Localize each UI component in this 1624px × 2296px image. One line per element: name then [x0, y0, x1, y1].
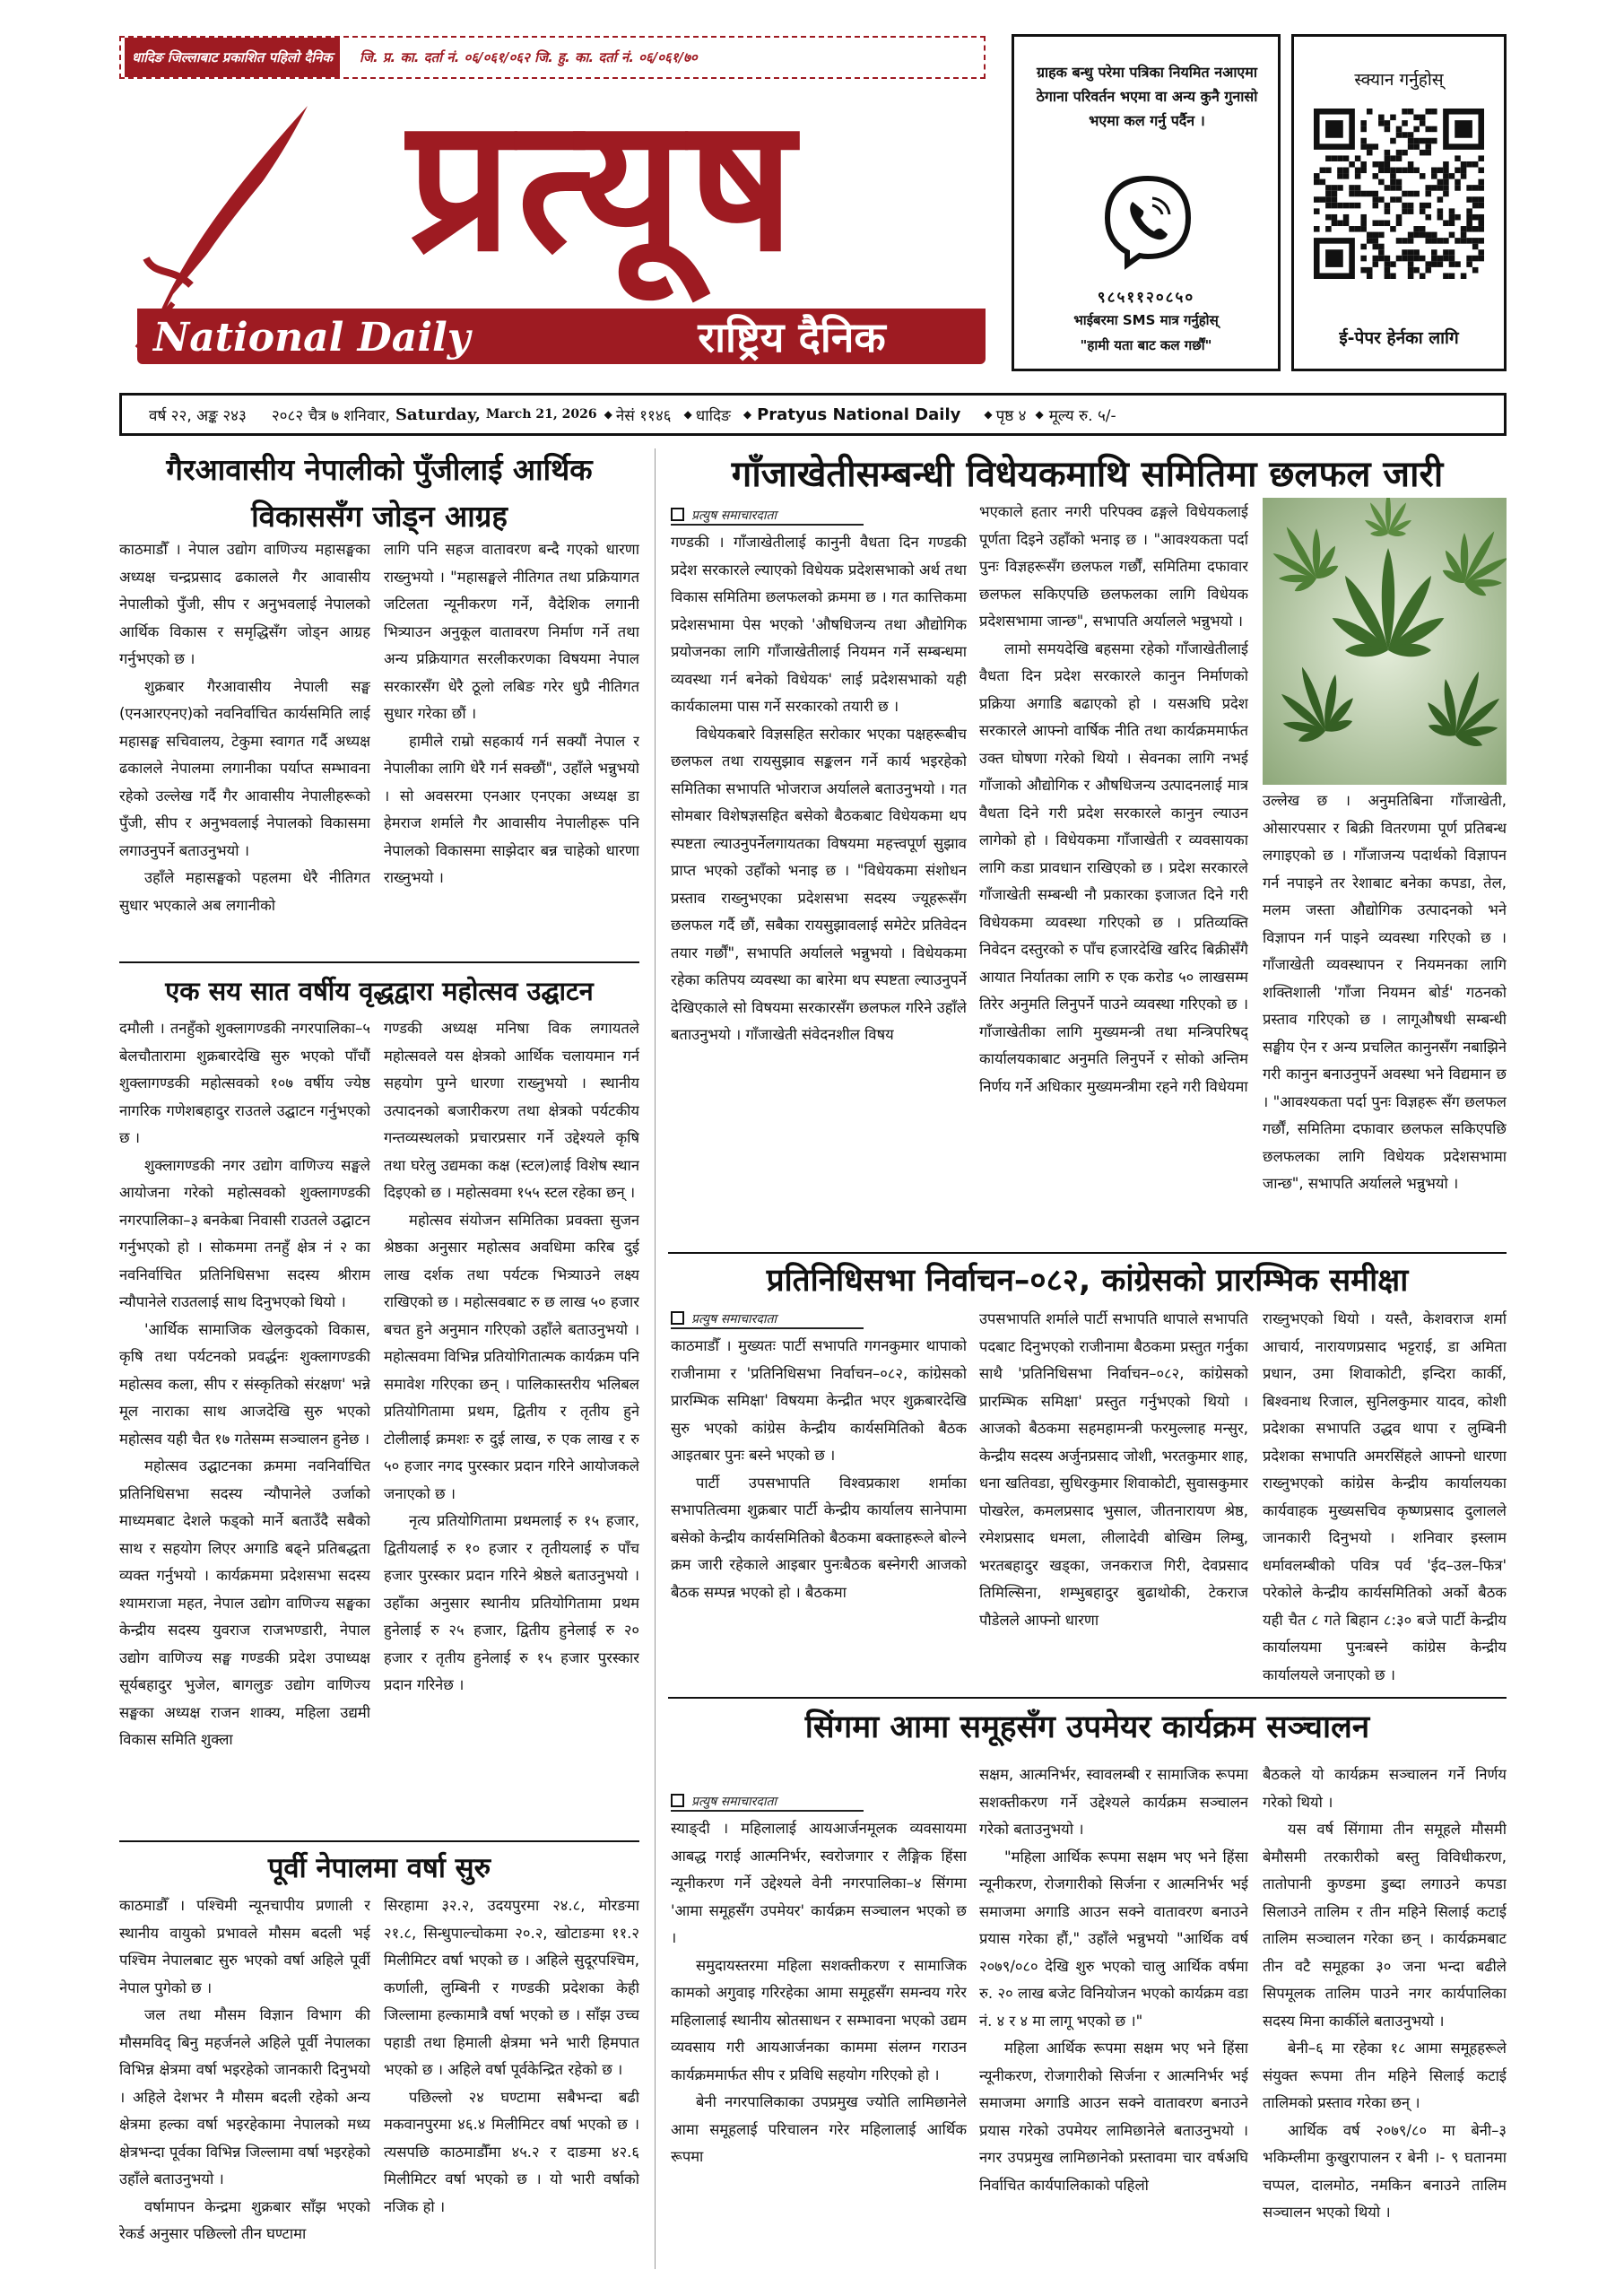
ganja-article-col2 [979, 499, 1248, 1247]
notice-sms: भाईबरमा SMS मात्र गर्नुहोस् [1073, 312, 1219, 328]
festival-article-col2 [384, 1015, 639, 1839]
paragraph: समुदायस्तरमा महिला सशक्तीकरण र सामाजिक कामको अगुवाइ गरिरहेका आमा समूहसँग समन्वय गरेर महिलालाई स्थानीय स्रोतसाधन र सम्भावना भएको उद्यम व्यवसाय गरी आयआर्जनका काममा संलग्न गराउन कार्यक्रममार्फत सीप र प्रविधि सहयोग गरिएको हो । [671, 1956, 967, 2083]
paragraph: काठमाडौँ । मुख्यतः पार्टी सभापति गगनकुमार थापाको राजीनामा र 'प्रतिनिधिसभा निर्वाचन–०८२, कांग्रेसको प्रारम्भिक समिक्षा' विषयमा केन्द्रीत भएर शुक्रबारदेखि सुरु भएको कांग्रेस केन्द्रीय कार्यसमितिको बैठक आइतबार पुनः बस्ने भएको छ । [671, 1337, 967, 1464]
byline-text: प्रत्युष समाचारदाता [691, 1312, 777, 1326]
logo-devanagari: प्रत्यूष [407, 79, 800, 292]
paragraph: "महिला आर्थिक रूपमा सक्षम भए भने हिंसा न्यूनीकरण, रोजगारीको सिर्जना र आत्मनिर्भर भई समाजमा अगाडि आउन सक्ने वातावरण बनाउने प्रयास गरेका हौं," उहाँले भन्नुभयो "आर्थिक वर्ष २०७९/०८० देखि शुरु भएको चालु आर्थिक वर्षमा रु. २० लाख बजेट विनियोजन भएको कार्यक्रम वडा नं. ४ र ४ मा लागू भएको छ ।" [979, 1848, 1248, 2030]
singma-byline [671, 1788, 864, 1812]
paragraph: काठमाडौँ । नेपाल उद्योग वाणिज्य महासङ्घका अध्यक्ष चन्द्रप्रसाद ढकालले गैर आवासीय नेपालीको पुँजी, सीप र अनुभवलाई नेपालको आर्थिक विकास र समृद्धिसँग जोड्न आग्रह गर्नुभएको छ । [119, 541, 370, 667]
paragraph: वर्षामापन केन्द्रमा शुक्रबार साँझ भएको रेकर्ड अनुसार पछिल्लो तीन घण्टामा [119, 2197, 370, 2242]
paragraph: 'आर्थिक सामाजिक खेलकुदको विकास, कृषि तथा पर्यटनको प्रवर्द्धनः शुक्लागण्डकी महोत्सव कला, सीप र संस्कृतिको संरक्षण' भन्ने मूल नाराका साथ आजदेखि सुरु भएको महोत्सव यही चैत १७ गतेसम्म सञ्चालन हुनेछ । [119, 1320, 370, 1448]
ganja-article-headline: गाँजाखेतीसम्बन्धी विधेयकमाथि समितिमा छलफल जारी [731, 454, 1444, 495]
square-icon [671, 1794, 684, 1807]
viber-phone-icon [1099, 171, 1197, 270]
paragraph: पछिल्लो २४ घण्टामा सबैभन्दा बढी मकवानपुरमा ४६.४ मिलीमिटर वर्षा भएको छ । त्यसपछि काठमाडौँमा ४५.२ र दाङमा ४२.६ मिलीमिटर वर्षा भएको छ । यो भारी वर्षाको नजिक हो । [384, 2088, 639, 2215]
masthead [119, 34, 986, 375]
section-divider [668, 1252, 1507, 1254]
paragraph: महोत्सव संयोजन समितिका प्रवक्ता सुजन श्रेष्ठका अनुसार महोत्सव अवधिमा करिब दुई लाख दर्शक तथा पर्यटक भित्र्याउने लक्ष्य राखिएको छ । महोत्सवबाट रु छ लाख ५० हजार बचत हुने अनुमान गरिएको उहाँले बताउनुभयो । महोत्सवमा विभिन्न प्रतियोगितात्मक कार्यक्रम पनि समावेश गरिएका छन् । पालिकास्तरीय भलिबल प्रतियोगितामा प्रथम, द्वितीय र तृतीय हुने टोलीलाई क्रमशः रु दुई लाख, रु एक लाख र रु ५० हजार नगद पुरस्कार प्रदान गरिने आयोजकले जनाएको छ । [384, 1211, 639, 1502]
paragraph: सिरहामा ३२.२, उदयपुरमा २४.८, मोरङमा २१.८, सिन्धुपाल्चोकमा २०.२, खोटाङमा ११.२ मिलीमिटर वर्षा भएको छ । अहिले सुदूरपश्चिम, कर्णाली, लुम्बिनी र गण्डकी प्रदेशका केही जिल्लामा हल्कामात्रै वर्षा भएको छ । साँझ उच्च पहाडी तथा हिमाली क्षेत्रमा भने भारी हिमपात भएको छ । अहिले वर्षा पूर्वकेन्द्रित रहेको छ । [384, 1897, 639, 2078]
singma-article-col2 [979, 1761, 1248, 2271]
paragraph: महोत्सव उद्घाटनका क्रममा नवनिर्वाचित प्रतिनिधिसभा सदस्य न्यौपानेले उर्जाको माध्यमबाट देशले फड्को मार्ने बताउँदै सबैको साथ र सहयोग लिएर अगाडि बढ्ने प्रतिबद्धता व्यक्त गर्नुभयो । कार्यक्रममा प्रदेशसभा सदस्य श्यामराजा महत, नेपाल उद्योग वाणिज्य सङ्घका केन्द्रीय सदस्य युवराज राजभण्डारी, नेपाल उद्योग वाणिज्य सङ्घ गण्डकी प्रदेश उपाध्यक्ष सूर्यबहादुर भुजेल, बागलुङ उद्योग वाणिज्य सङ्घका अध्यक्ष राजन शाक्य, महिला उद्यमी विकास समिति शुक्ला [119, 1457, 370, 1748]
paragraph: भएकाले हतार नगरी परिपक्व ढङ्गले विधेयकलाई पूर्णता दिइने उहाँको भनाइ छ । "आवश्यकता पर्दा पुनः विज्ञहरूसँग छलफल गर्छौं, समितिमा दफावार छलफल सकिएपछि छलफलका लागि विधेयक प्रदेशसभामा जान्छ", सभापति अर्यालले भन्नुभयो । [979, 503, 1248, 630]
dateline-pages: पृष्ठ ४ [995, 406, 1027, 425]
diamond-icon: ◆ [604, 408, 612, 421]
notice-box [1012, 34, 1281, 371]
logo-subtitle: राष्ट्रिय दैनिक [698, 313, 886, 361]
paragraph: बैठकले यो कार्यक्रम सञ्चालन गर्ने निर्णय गरेको थियो । [1263, 1766, 1507, 1811]
paragraph: आर्थिक वर्ष २०७९/८० मा बेनी–३ भकिम्लीमा कुखुरापालन र बेनी ।- ९ घतानमा चप्पल, दालमोठ, नमकिन बनाउने तालिम सञ्चालन भएको थियो । [1263, 2121, 1507, 2221]
paragraph: गण्डकी । गाँजाखेतीलाई कानुनी वैधता दिन गण्डकी प्रदेश सरकारले ल्याएको विधेयक प्रदेशसभाको अर्थ तथा विकास समितिमा छलफलको क्रममा छ । गत कात्तिकमा प्रदेशसभामा पेस भएको 'औषधिजन्य तथा औद्योगिक प्रयोजनका लागि गाँजाखेतीलाई नियमन गर्ने सम्बन्धमा व्यवस्था गर्न बनेको विधेयक' लाई प्रदेशसभाको यही कार्यकालमा पास गर्ने सरकारको तयारी छ । [671, 534, 967, 715]
dateline-bar [119, 393, 1507, 436]
qr-code-image [1314, 109, 1484, 279]
paragraph: बेनी–६ मा रहेका १८ आमा समूहहरूले संयुक्त रूपमा तीन महिने सिलाई कटाई तालिमको प्रस्ताव गरेका छन् । [1263, 2039, 1507, 2111]
festival-article-headline: एक सय सात वर्षीय वृद्धद्वारा महोत्सव उद्घाटन [165, 976, 594, 1006]
nrn-article-col1 [119, 536, 370, 958]
paragraph: काठमाडौँ । पश्चिमी न्यूनचापीय प्रणाली र स्थानीय वायुको प्रभावले मौसम बदली भई पश्चिम नेपालबाट सुरु भएको वर्षा अहिले पूर्वी नेपाल पुगेको छ । [119, 1897, 370, 1996]
paragraph: दमौली । तनहुँको शुक्लागण्डकी नगरपालिका–५ बेलचौतारामा शुक्रबारदेखि सुरु भएको पाँचौं शुक्लागण्डकी महोत्सवको १०७ वर्षीय ज्येष्ठ नागरिक गणेशबहादुर राउतले उद्घाटन गर्नुभएको छ । [119, 1020, 370, 1146]
logo-english: National Daily [153, 315, 471, 361]
diamond-icon: ◆ [1035, 408, 1044, 421]
singma-article-headline: सिंगमा आमा समूहसँग उपमेयर कार्यक्रम सञ्चालन [804, 1709, 1370, 1745]
dateline-paper-name: Pratyus National Daily [757, 404, 961, 424]
congress-article-col1 [671, 1333, 967, 1692]
rain-article-col1 [119, 1892, 370, 2269]
qr-caption: ई-पेपर हेर्नका लागि [1339, 328, 1459, 348]
cannabis-photo [1263, 498, 1507, 785]
paragraph: राख्नुभएको थियो । यस्तै, केशवराज शर्मा आचार्य, नारायणप्रसाद भट्टराई, डा अमिता प्रधान, उमा शिवाकोटी, इन्दिरा कार्की, बिश्वनाथ रिजाल, सुनिलकुमार यादव, कोशी प्रदेशका सभापति उद्धव थापा र लुम्बिनी प्रदेशका सभापति अमरसिंहले आफ्नो धारणा राख्नुभएको कांग्रेस केन्द्रीय कार्यालयका कार्यवाहक मुख्यसचिव कृष्णप्रसाद दुलालले जानकारी दिनुभयो । शनिवार इस्लाम धर्मावलम्बीको पवित्र पर्व 'ईद–उल–फित्र' परेकोले केन्द्रीय कार्यसमितिको अर्को बैठक यही चैत ८ गते बिहान ८:३० बजे पार्टी केन्द्रीय कार्यालयमा पुनःबस्ने कांग्रेस केन्द्रीय कार्यालयले जनाएको छ । [1263, 1310, 1507, 1683]
paragraph: महिला आर्थिक रूपमा सक्षम भए भने हिंसा न्यूनीकरण, रोजगारीको सिर्जना र आत्मनिर्भर भई समाजमा अगाडि आउन सक्ने वातावरण बनाउने प्रयास गरेको उपमेयर लामिछानेले बताउनुभयो । नगर उपप्रमुख लामिछानेको प्रस्तावमा चार वर्षअघि निर्वाचित कार्यपालिकाको पहिलो [979, 2039, 1248, 2194]
rain-article-col2 [384, 1892, 639, 2269]
square-icon [671, 508, 684, 521]
ganja-byline [671, 502, 864, 526]
dateline-english-date: March 21, 2026 [485, 407, 597, 422]
paragraph: जल तथा मौसम विज्ञान विभाग की मौसमविद् बिनु महर्जनले अहिले पूर्वी नेपालका विभिन्न क्षेत्रमा वर्षा भइरहेको जानकारी दिनुभयो । अहिले देशभर नै मौसम बदली रहेको अन्य क्षेत्रमा हल्का वर्षा भइरहेकामा नेपालको मध्य क्षेत्रभन्दा पूर्वका विभिन्न जिल्लामा वर्षा भइरहेको उहाँले बताउनुभयो । [119, 2006, 370, 2187]
paragraph: उहाँले महासङ्घको पहलमा धेरै नीतिगत सुधार भएकाले अब लगानीको [119, 869, 370, 914]
paragraph: सक्षम, आत्मनिर्भर, स्वावलम्बी र सामाजिक रूपमा सशक्तीकरण गर्ने उद्देश्यले कार्यक्रम सञ्चालन गरेको बताउनुभयो । [979, 1766, 1248, 1838]
festival-article-col1 [119, 1015, 370, 1839]
congress-article-col2 [979, 1306, 1248, 1692]
notice-text: ग्राहक बन्धु परेमा पत्रिका नियमित नआएमा ठेगाना परिवर्तन भएमा वा अन्य कुनै गुनासो भएमा कल गर्नु पर्दैन । [1036, 64, 1258, 129]
nrn-article-col2 [384, 536, 639, 958]
paragraph: लागि पनि सहज वातावरण बन्दै गएको धारणा राख्नुभयो । "महासङ्घले नीतिगत तथा प्रक्रियागत जटिलता न्यूनीकरण गर्ने, वैदेशिक लगानी भित्र्याउन अनुकूल वातावरण निर्माण गर्ने तथा अन्य प्रक्रियागत सरलीकरणका विषयमा नेपाल सरकारसँग धेरै ठूलो लबिङ गरेर धुप्रै नीतिगत सुधार गरेका छौं । [384, 541, 639, 722]
dateline-weekday: Saturday, [395, 404, 481, 424]
dateline-volume: वर्ष २२, अङ्क २४३ [149, 406, 247, 425]
paragraph: यस वर्ष सिंगामा तीन समूहले मौसमी बेमौसमी तरकारीको बस्तु विविधीकरण, तातोपानी कुण्डमा डुब्दा लगाउने कपडा सिलाउने तालिम र तीन महिने सिलाई कटाई तालिम सञ्चालन गरेका छन् । कार्यक्रमबाट तीन वटै समूहका ३० जना भन्दा बढीले सिपमूलक तालिम पाउने नगर कार्यपालिका सदस्य मिना कार्कीले बताउनुभयो । [1263, 1821, 1507, 2030]
congress-byline [671, 1306, 864, 1329]
nrn-headline-line2: विकाससँग जोड्न आग्रह [251, 499, 508, 534]
nrn-headline-line1: गैरआवासीय नेपालीको पुँजीलाई आर्थिक [166, 452, 593, 487]
registration-text: जि. प्र. का. दर्ता नं. ०६/०६१/०६२ जि. हु. का. दर्ता नं. ०६/०६१/७० [359, 49, 698, 65]
cannabis-leaf-icon [1263, 498, 1507, 785]
section-divider [119, 1840, 639, 1842]
paragraph: लामो समयदेखि बहसमा रहेको गाँजाखेतीलाई वैधता दिन प्रदेश सरकारले कानुन निर्माणको प्रक्रिया अगाडि बढाएको हो । यसअघि प्रदेश सरकारले आफ्नो वार्षिक नीति तथा कार्यक्रममार्फत उक्त घोषणा गरेको थियो । सेवनका लागि नभई गाँजाको औद्योगिक र औषधिजन्य उत्पादनलाई मात्र वैधता दिने गरी प्रदेश सरकारले कानुन ल्याउन लागेको हो । विधेयकमा गाँजाखेती र व्यवसायका लागि कडा प्रावधान राखिएको छ । प्रदेश सरकारले गाँजाखेती सम्बन्धी नौ प्रकारका इजाजत दिने गरी विधेयकमा व्यवस्था गरिएको छ । प्रतिव्यक्ति निवेदन दस्तुरको रु पाँच हजारदेखि खरिद बिक्रीसँगै आयात निर्यातका लागि रु एक करोड ५० लाखसम्म तिरेर अनुमति लिनुपर्ने पाउने व्यवस्था गरिएको छ । गाँजाखेतीका लागि मुख्यमन्त्री तथा मन्त्रिपरिषद् कार्यालयकाबाट अनुमति लिनुपर्ने र सोको अन्तिम निर्णय गर्ने अधिकार मुख्यमन्त्रीमा रहने गरी विधेयमा [979, 639, 1248, 1095]
paragraph: शुक्लागण्डकी नगर उद्योग वाणिज्य सङ्घले आयोजना गरेको महोत्सवको शुक्लागण्डकी नगरपालिका–३ बनकेबा निवासी राउतले उद्घाटन गर्नुभएको हो । सोकममा तनहुँ क्षेत्र नं २ का नवनिर्वाचित प्रतिनिधिसभा सदस्य श्रीराम न्यौपानेले राउतलाई साथ दिनुभएको थियो । [119, 1156, 370, 1310]
notice-phone: ९८५११२०८५० [1097, 289, 1195, 307]
column-separator [655, 448, 656, 2269]
section-divider [119, 961, 639, 963]
dateline-nepal-samvat: नेसं ११४६ [615, 406, 672, 425]
paragraph: हामीले राम्रो सहकार्य गर्न सक्यौं नेपाल र नेपालीका लागि धेरै गर्न सक्छौं", उहाँले भन्नुभयो । सो अवसरमा एनआर एनएका अध्यक्ष डा हेमराज शर्माले गैर आवासीय नेपालीहरू पनि नेपालको विकासमा साझेदार बन्न चाहेको धारणा राख्नुभयो । [384, 732, 639, 886]
section-divider [668, 1697, 1507, 1699]
dateline-nepali-date: २०८२ चैत्र ७ शनिवार, [271, 406, 391, 425]
dateline-price: मूल्य रु. ५/- [1048, 406, 1116, 425]
congress-article-col3 [1263, 1306, 1507, 1692]
paragraph: उपसभापति शर्माले पार्टी सभापति थापाले सभापति पदबाट दिनुभएको राजीनामा बैठकमा प्रस्तुत गर्नुका साथै 'प्रतिनिधिसभा निर्वाचन–०८२, कांग्रेसको प्रारम्भिक समिक्षा' प्रस्तुत गर्नुभएको थियो । आजको बैठकमा सहमहामन्त्री फरमुल्लाह मन्सुर, केन्द्रीय सदस्य अर्जुनप्रसाद जोशी, भरतकुमार शाह, धना खतिवडा, सुधिरकुमार शिवाकोटी, सुवासकुमार पोखरेल, कमलप्रसाद भुसाल, जीतनारायण श्रेष्ठ, रमेशप्रसाद धमला, लीलादेवी बोखिम लिम्बु, भरतबहादुर खड्का, जनकराज गिरी, देवप्रसाद तिमिल्सिना, शम्भुबहादुर बुढाथोकी, टेकराज पौडेलले आफ्नो धारणा [979, 1310, 1248, 1629]
congress-article-headline: प्रतिनिधिसभा निर्वाचन–०८२, कांग्रेसको प्रारम्भिक समीक्षा [766, 1263, 1409, 1299]
paragraph: गण्डकी अध्यक्ष मनिषा विक लगायतले महोत्सवले यस क्षेत्रको आर्थिक चलायमान गर्न सहयोग पुग्ने धारणा राख्नुभयो । स्थानीय उत्पादनको बजारीकरण तथा क्षेत्रको पर्यटकीय गन्तव्यस्थलको प्रचारप्रसार गर्ने उद्देश्यले कृषि तथा घरेलु उद्यमका कक्ष (स्टल)लाई विशेष स्थान दिइएको छ । महोत्सवमा १५५ स्टल रहेका छन् । [384, 1020, 639, 1201]
paragraph: स्याङ्दी । महिलालाई आयआर्जनमूलक व्यवसायमा आबद्ध गराई आत्मनिर्भर, स्वरोजगार र लैङ्गिक हिंसा न्यूनीकरण गर्ने उद्देश्यले वेनी नगरपालिका–४ सिंगमा 'आमा समूहसँग उपमेयर' कार्यक्रम सञ्चालन भएको छ । [671, 1820, 967, 1946]
diamond-icon: ◆ [683, 408, 692, 421]
square-icon [671, 1311, 684, 1325]
nrn-article-headline [119, 447, 639, 540]
diamond-icon: ◆ [984, 408, 993, 421]
rain-article-headline: पूर्वी नेपालमा वर्षा सुरु [267, 1852, 491, 1884]
byline-text: प्रत्युष समाचारदाता [691, 509, 777, 523]
qr-code[interactable] [1314, 109, 1484, 279]
paragraph: पार्टी उपसभापति विश्वप्रकाश शर्माका सभापतित्वमा शुक्रबार पार्टी केन्द्रीय कार्यालय सानेपामा बसेको केन्द्रीय कार्यसमितिको बैठकमा बक्ताहरूले बोल्ने क्रम जारी रहेकाले आइबार पुनःबैठक बस्नेगरी आजको बैठक सम्पन्न भएको हो । बैठकमा [671, 1474, 967, 1601]
paragraph: उल्लेख छ । अनुमतिबिना गाँजाखेती, ओसारपसार र बिक्री वितरणमा पूर्ण प्रतिबन्ध लगाइएको छ । गाँजाजन्य पदार्थको विज्ञापन गर्न नपाइने तर रेशाबाट बनेका कपडा, तेल, मलम जस्ता औद्योगिक उत्पादनको भने विज्ञापन गर्न पाइने व्यवस्था गरिएको छ । गाँजाखेती व्यवस्थापन र नियमनका लागि शक्तिशाली 'गाँजा नियमन बोर्ड' गठनको प्रस्ताव गरिएको छ । लागूऔषधी सम्बन्धी सङ्घीय ऐन र अन्य प्रचलित कानुनसँग नबाझिने गरी कानुन बनाउनुपर्ने अवस्था भने विद्यमान छ । "आवश्यकता पर्दा पुनः विज्ञहरू सँग छलफल गर्छौं, समितिमा दफावार छलफल सकिएपछि छलफलका लागि विधेयक प्रदेशसभामा जान्छ", सभापति अर्यालले भन्नुभयो । [1263, 792, 1507, 1192]
notice-quote: "हामी यता बाट कल गर्छौं" [1080, 337, 1212, 353]
paragraph: नृत्य प्रतियोगितामा प्रथमलाई रु १५ हजार, द्वितीयलाई रु १० हजार र तृतीयलाई रु पाँच हजार पुरस्कार प्रदान गरिने श्रेष्ठले बताउनुभयो । उहाँका अनुसार स्थानीय प्रतियोगितामा प्रथम हुनेलाई रु २५ हजार, द्वितीय हुनेलाई रु २० हजार र तृतीय हुनेलाई रु १५ हजार पुरस्कार प्रदान गरिनेछ । [384, 1512, 639, 1693]
paragraph: विधेयकबारे विज्ञसहित सरोकार भएका पक्षहरूबीच छलफल तथा रायसुझाव सङ्कलन गर्ने कार्य भइरहेको समितिका सभापति भोजराज अर्यालले बताउनुभयो । गत सोमबार विशेषज्ञसहित बसेको बैठकबाट विधेयकमा थप स्पष्टता ल्याउनुपर्नेलगायतका विषयमा महत्त्वपूर्ण सुझाव प्राप्त भएको उहाँको भनाइ छ । "विधेयकमा संशोधन प्रस्ताव राख्नुभएका प्रदेशसभा सदस्य ज्यूहरूसँग छलफल गर्दै छौं, सबैका रायसुझावलाई समेटेर प्रतिवेदन तयार गर्छौं", सभापति अर्यालले भन्नुभयो । विधेयकमा रहेका कतिपय व्यवस्था का बारेमा थप स्पष्टता ल्याउनुपर्ने देखिएकाले सो विषयमा सरकारसँग छलफल गरिने उहाँले बताउनुभयो । गाँजाखेती संवेदनशील विषय [671, 725, 967, 1043]
singma-article-col3 [1263, 1761, 1507, 2271]
paragraph: शुक्रबार गैरआवासीय नेपाली सङ्घ (एनआरएनए)को नवनिर्वाचित कार्यसमिति लाई महासङ्घ सचिवालय, टेकुमा स्वागत गर्दै अध्यक्ष ढकालले नेपालमा लगानीका पर्याप्त सम्भावना रहेको उल्लेख गर्दै गैर आवासीय नेपालीहरूको पुँजी, सीप र अनुभवलाई नेपालको विकासमा लगाउनुपर्ने बताउनुभयो । [119, 677, 370, 859]
tagline-strip [119, 36, 986, 79]
diamond-icon: ◆ [743, 408, 752, 421]
ganja-article-col1 [671, 529, 967, 1247]
tagline-text: धादिङ जिल्लाबाट प्रकाशित पहिलो दैनिक [125, 38, 340, 77]
paragraph: बेनी नगरपालिकाका उपप्रमुख ज्योति लामिछानेले आमा समूहलाई परिचालन गरेर महिलालाई आर्थिक रूपमा [671, 2093, 967, 2165]
qr-title: स्क्यान गर्नुहोस् [1354, 70, 1444, 90]
byline-text: प्रत्युष समाचारदाता [691, 1795, 777, 1809]
dateline-place: धादिङ [695, 406, 731, 425]
qr-box [1291, 34, 1507, 371]
singma-article-col1 [671, 1815, 967, 2271]
ganja-article-col3 [1263, 787, 1507, 1247]
